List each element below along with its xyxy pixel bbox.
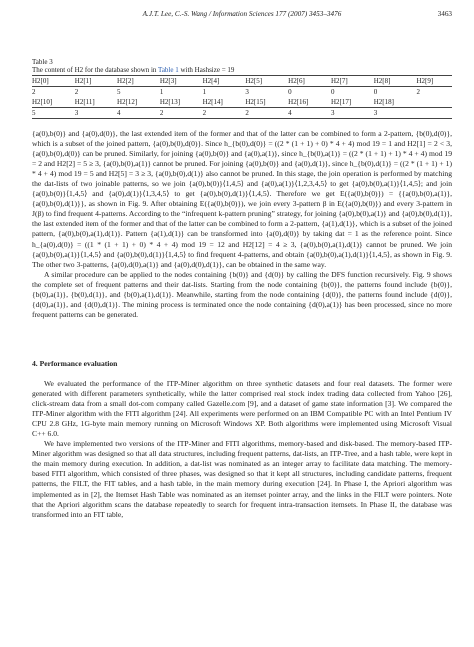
table-row	[32, 97, 452, 108]
running-header	[32, 10, 452, 22]
table-header-cell: H2[4]	[203, 76, 246, 87]
body-text-upper	[32, 129, 452, 320]
table-cell: 1	[159, 88, 164, 96]
table-header-cell: H2[0]	[32, 76, 75, 87]
table-cell: 5	[32, 108, 75, 119]
table-cell: 3	[75, 108, 117, 119]
paragraph-evaluation: We evaluated the performance of the ITP-Miner algorithm on three synthetic datasets and four real datasets. The former were generated with different parameters synthetically, while the latter comprised real stock index trading data collected from Yahoo [26], click-stream data from a small dot-com company called Gazelle.com [9], and a dataset of game state information [3]. We compared the ITP-Miner algorithm with the FITI algorithm [24]. All experiments were performed on an IBM Compatible PC with an Intel Pentium IV CPU 2.8 GHz, 1G-byte main memory running on Microsoft Windows XP. Both algorithms were implemented using Microsoft Visual C++ 6.0.	[32, 379, 452, 439]
table-cell: 2	[74, 88, 79, 96]
section-heading: 4. Performance evaluation	[32, 359, 118, 368]
table-cell: 4	[288, 108, 331, 119]
table-header-cell: H2[8]	[374, 76, 417, 87]
table-cell: 2	[32, 88, 36, 96]
table-header-cell: H2[5]	[245, 76, 288, 87]
table-header-cell: H2[6]	[288, 76, 331, 87]
table-cell: 4	[117, 108, 160, 119]
table-caption-text	[32, 66, 452, 74]
body-text-lower	[32, 379, 452, 520]
table-row	[32, 87, 452, 98]
table-cell: 1	[202, 88, 207, 96]
table-header-cell: H2[9]	[417, 76, 453, 87]
table-header-cell	[417, 97, 453, 108]
table-header-cell: H2[16]	[288, 97, 331, 108]
table-row	[32, 108, 452, 119]
paragraph-dfs: A similar procedure can be applied to the nodes containing {b(0)} and {d(0)} by calling the DFS function recursively. Fig. 9 shows the complete set of frequent patterns and their dat-lists. Starting from the node containing {b(0)}, the patterns found include {b(0)}, {b(0),a(1)}, {b(0),d(1)}, and {b(0),a(1),d(1)}. Meanwhile, starting from the node containing {d(0)}, the patterns found include {d(0)}, {d(0),a(1)}, and {d(0),d(1)}. The mining process is terminated once the node containing {d(0),a(1)} has been processed, since no more frequent patterns can be generated.	[32, 269, 452, 319]
table-header-cell: H2[18]	[374, 97, 417, 108]
table-header-cell: H2[2]	[117, 76, 160, 87]
table-header-cell: H2[15]	[245, 97, 288, 108]
table-caption	[32, 58, 452, 75]
table-row	[32, 76, 452, 87]
table-cell: 0	[288, 88, 292, 96]
table-cell: 2	[245, 108, 288, 119]
running-head: A.J.T. Lee, C.-S. Wang / Information Sciences 177 (2007) 3453–3476	[142, 10, 342, 18]
paragraph-implementation: We have implemented two versions of the ITP-Miner and FITI algorithms, memory-based and disk-based. The memory-based ITP-Miner algorithm was designed so that all data structures, including frequent patterns, dat-lists, an ITP-Tree, and a hash table, were kept in the main memory during execution. In addition, a dat-list was nominated as an integer array to facilitate data matching. The memory-based FITI algorithm, which consisted of three phases, was designed so that it kept all structures, including candidate patterns, frequent patterns, the FILT, the FIT tables, and a hash table, in the main memory during execution [24]. In Phase I, the Apriori algorithm was implemented as in [2], the Itemset Hash Table was nominated as an itemset pointer array, and the links in the FILT were pointers. Note that the Apriori algorithm scans the database repeatedly to search for frequent intra-transaction itemsets. In Phase II, the database was transformed into an FIT table,	[32, 439, 452, 519]
table-cell: 3	[374, 108, 417, 119]
caption-pre: The content of H2 for the database shown in	[32, 66, 159, 75]
table-cell: 3	[245, 88, 249, 96]
table-cell: 2	[203, 108, 246, 119]
table-cell: 0	[373, 88, 378, 96]
table-label: Table 3	[32, 58, 53, 66]
table-header-cell: H2[13]	[160, 97, 203, 108]
caption-post: with Hashsize = 19	[178, 66, 235, 75]
table-header-cell: H2[10]	[32, 97, 75, 108]
table-cell	[417, 108, 453, 119]
table-cell: 2	[160, 108, 203, 119]
paragraph-continuation: {a(0),b(0)} and {a(0),d(0)}, the last extended item of the former and that of the latter can be combined to form a 2-pattern, {b(0),d(0)}, which is a subset of the joined pattern, {a(0),b(0),d(0)}. Since h_{b(0),d(0)} = ((2 * (1 + 1) + 0) * 4 + 4) mod 19 = 1 and H2[1] = 2 < 3, {a(0),b(0),d(0)} can be pruned. Similarly, for joining {a(0),b(0)} and {a(0),a(1)}, since h_{b(0),a(1)} = ((2 * (1 + 1) + 1) * 4 + 4) mod 19 = 2 and H2[2] = 5 ≥ 3, {a(0),b(0),a(1)} cannot be pruned. For joining {a(0),b(0)} and {a(0),d(1)}, since h_{b(0),d(1)} = ((2 * (1 + 1) + 1) * 4 + 4) mod 19 = 5 and H2[5] = 3 ≥ 3, {a(0),b(0),d(1)} also cannot be pruned. In this stage, the join operation is performed by matching the dat-lists of two joinable patterns, so we join {a(0),b(0)}⟨1,4,5⟩ and {a(0),a(1)}⟨1,2,3,4,5⟩ to get {a(0),b(0),a(1)}⟨1,4,5⟩; and join {a(0),b(0)}⟨1,4,5⟩ and {a(0),d(1)}⟨1,3,4,5⟩ to get {a(0),b(0),d(1)}⟨1,4,5⟩. Therefore we get E({a(0),b(0)}) = {{a(0),b(0),a(1)},{a(0),b(0),d(1)}}, as shown in Fig. 9. After obtaining E({a(0),b(0)}), we join every 3-pattern β in E({a(0),b(0)}) and every 3-pattern in J(β) to find frequent 4-patterns. According to the “infrequent k-pattern pruning” strategy, for joining {a(0),b(0),a(1)} and {a(0),b(0),d(1)}, the last extended item of the former and that of the latter can be combined to form a 2-pattern, {a(1),d(1)}, which is a subset of the joined pattern, {a(0),b(0),a(1),d(1)}. Pattern {a(1),d(1)} can be transformed into {a(0),d(0)} by taking dat = 1 as the reference point. Since h_{a(0),d(0)} = ((1 * (1 + 1) + 0) * 4 + 4) mod 19 = 12 and H2[12] = 4 ≥ 3, {a(0),b(0),a(1),d(1)} cannot be pruned. We join {a(0),b(0),a(1)}⟨1,4,5⟩ and {a(0),b(0),d(1)}⟨1,4,5⟩ to find frequent 4-patterns, and obtain {a(0),b(0),a(1),d(1)}⟨1,4,5⟩, as shown in Fig. 9. The other two 3-patterns, {a(0),d(0),a(1)} and {a(0),d(0),d(1)}, can be obtained in the same way.	[32, 129, 452, 269]
table-header-cell: H2[14]	[203, 97, 246, 108]
table-header-cell: H2[12]	[117, 97, 160, 108]
table-cell: 0	[330, 88, 335, 96]
h2-table	[32, 75, 452, 119]
table-header-cell: H2[1]	[75, 76, 117, 87]
table-header-cell: H2[7]	[331, 76, 374, 87]
table-link[interactable]: Table 1	[158, 66, 179, 75]
table-cell: 2	[416, 88, 420, 96]
table-cell: 3	[331, 108, 374, 119]
page-number: 3463	[437, 10, 452, 18]
table-header-cell: H2[11]	[75, 97, 117, 108]
table-header-cell: H2[17]	[331, 97, 374, 108]
table-cell: 5	[117, 88, 121, 96]
table-header-cell: H2[3]	[160, 76, 203, 87]
